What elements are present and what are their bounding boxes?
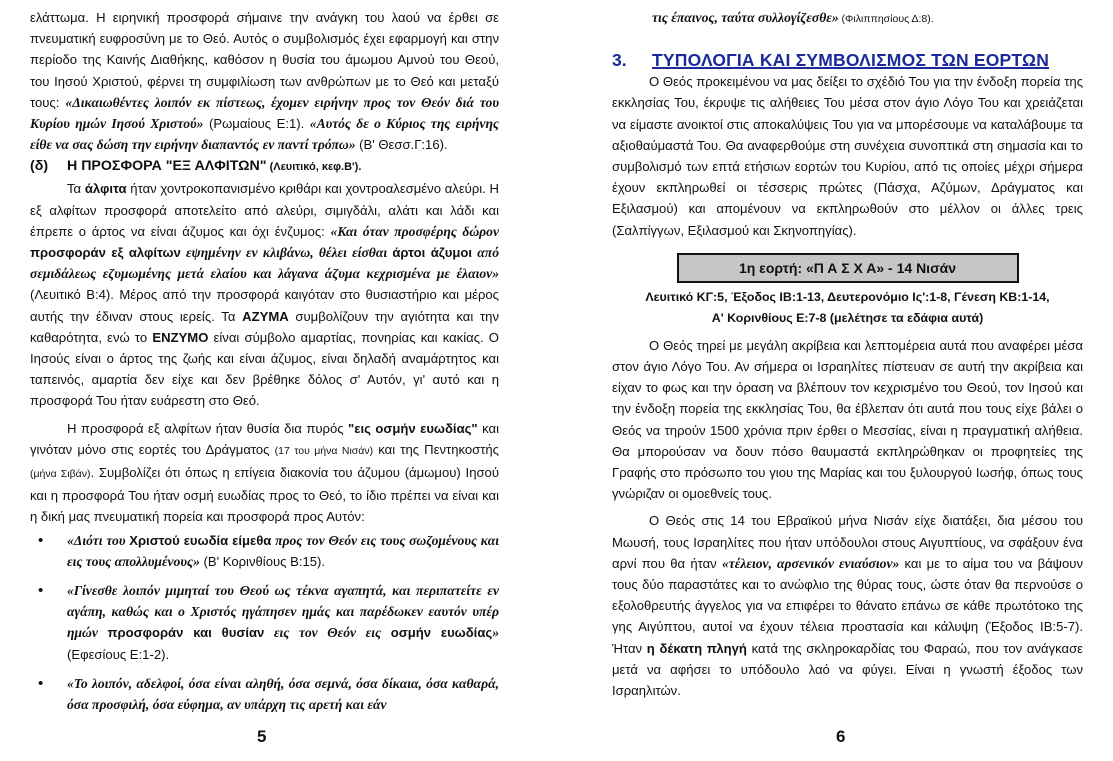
scripture-continuation: τις έπαινος, ταύτα συλλογίζεσθε» (Φιλιππησίους Δ:8). — [652, 10, 934, 25]
scripture-quote: «Αυτός δε ο Κύριος της ειρήνης είθε να σας δώση την ειρήνην διαπαντός εν παντί τρόπω» — [30, 116, 499, 153]
paragraph-precision: Ο Θεός τηρεί με μεγάλη ακρίβεια και λεπτομέρεια αυτά που αναφέρει μέσα στον άγιο Λόγο Του. Αν σήμερα οι Ισραηλίτες πίστευαν σε αυτή την ακρίβεια και είχαν το φως και την όραση να βλέπουν τον κεχρισμένο του Θεού, τον Ιησού και την ένδοξη πορεία της εκκλησίας Του, θα έβλεπαν ότι αυτά που τους είχε βάλει ο Θεός να τηρούν 1500 χρόνια πριν έρθει ο Μεσσίας, είναι η πραγματική αλήθεια. Θα μπορούσαν να δουν πόσο θαυμαστά εκπληρώθηκαν οι προφητείες της Γραφής στο πρόσωπο του γιου της Μαρίας και του ξυλουργού Ιωσήφ, όπως τους γνώριζαν οι ομοεθνείς τους. — [612, 337, 1083, 502]
scripture-bullet-list — [30, 530, 499, 716]
paragraph-peace-offering: ελάττωμα. Η ειρηνική προσφορά σήμαινε την ανάγκη του λαού να έρθει σε πνευματική ευφροσύνη με το Θεό. Αυτός ο συμβολισμός έχει εφαρμογή και στην περίοδο της Καινής Διαθήκης, καθόσον η θυσία του άμωμου Αμνού του Θεού, του Ιησού Χριστού, φέρνει τη συμφιλίωση των ανθρώπων με το Θεό και μεταξύ τους: «Δικαιωθέντες λοιπόν εκ πίστεως, έχομεν ειρήνην προς τον Θεόν διά του Κυρίου ημών Ιησού Χριστού» (Ρωμαίους Ε:1). «Αυτός δε ο Κύριος της ειρήνης είθε να σας δώση την ειρήνην διαπαντός εν παντί τρόπω» (Β' Θεσσ.Γ:16). — [30, 10, 500, 153]
list-item: • «Γίνεσθε λοιπόν μιμηταί του Θεού ως τέκνα αγαπητά, και περιπατείτε εν αγάπη, καθώς και ο Χριστός ηγάπησεν ημάς και παρέδωκεν εαυτόν υπέρ ημών προσφοράν και θυσίαν εις τον Θεόν εις οσμήν ευωδίας» (Εφεσίους Ε:1-2). — [30, 580, 499, 665]
right-page — [612, 0, 1083, 701]
feast-heading-box: 1η εορτή: «Π Α Σ Χ Α» - 14 Νισάν — [677, 253, 1019, 283]
list-item: • «Διότι του Χριστού ευωδία είμεθα προς τον Θεόν εις τους σωζομένους και εις τους απολλυμένους» (Β' Κορινθίους Β:15). — [30, 530, 499, 572]
paragraph-alfita: Τα άλφιτα ήταν χοντροκοπανισμένο κριθάρι και χοντροαλεσμένο αλεύρι. Η εξ αλφίτων προσφορά αποτελείτο από αλεύρι, σιμιγδάλι, αλάτι και λάδι και έπρεπε ο άρτος να είναι άζυμος και όχι ένζυμος: «Και όταν προσφέρης δώρον προσφοράν εξ αλφίτων εψημένην εν κλιβάνω, θέλει είσθαι άρτοι άζυμοι από σεμιδάλεως εζυμωμένης μετά ελαίου και λάγανα άζυμα κεχρισμένα με έλαιον» (Λευιτικό Β:4). Μέρος από την προσφορά καιγόταν στο θυσιαστήριο και μέρος αυτής την έδιναν στους ιερείς. Τα ΑΖΥΜΑ συμβολίζουν την αγιότητα και την καθαρότητα, ενώ το ΕΝΖΥΜΟ είναι σύμβολο αμαρτίας, πονηρίας και κακίας. Ο Ιησούς είναι ο άρτος της ζωής και είναι άζυμος, είναι δηλαδή αναμάρτητος και ταπεινός, αμαρτία δεν είχε και δεν βρέθηκε δόλος σ' Αυτόν, γι' αυτό και η προσφορά Του ήταν ευάρεστη στο Θεό. — [30, 181, 500, 409]
section-heading-grain-offering: (δ) Η ΠΡΟΣΦΟΡΑ "ΕΞ ΑΛΦΙΤΩΝ" (Λευιτικό, κεφ.Β'). — [30, 158, 362, 175]
paragraph-intro-feasts: Ο Θεός προκειμένου να μας δείξει το σχέδιό Του για την ένδοξη πορεία της εκκλησίας Του, έκρυψε τις αλήθειες Του μέσα στον άγιο Λόγο Του και χρειάζεται να είμαστε ανοικτοί στις αποκαλύψεις Του για να μπορέσουμε να καταλάβουμε τα αξιοθαύμαστά Του. Θα αναφερθούμε στη συνέχεια συνοπτικά στη σημασία και το συμβολισμό των επτά ετήσιων εορτών του Κυρίου, από τις οποίες μέχρι σήμερα έχουν εκπληρωθεί οι τέσσερις πρώτες (Πάσχα, Αζύμων, Δράγματος και Εξιλασμού) και απομένουν να εκπληρωθούν στο μέλλον οι άλλες τρεις (Σαλπίγγων, Εξιλασμού και Σκηνοπηγίας). — [612, 74, 1083, 238]
page-number: 6 — [836, 727, 846, 746]
scripture-quote: «Δικαιωθέντες λοιπόν εκ πίστεως, έχομεν ειρήνην προς τον Θεόν διά του Κυρίου ημών Ιησού Χριστού» — [30, 94, 500, 132]
paragraph-passover-lamb: Ο Θεός στις 14 του Εβραϊκού μήνα Νισάν είχε διατάξει, δια μέσου του Μωυσή, τους Ισραηλίτες που ήταν υπόδουλοι στους Αιγυπτίους, να σφάξουν ένα αρνί που θα ήταν «τέλειον, αρσενικόν ενιαύσιον» και με το αίμα του να βάψουν τους δύο παραστάτες και το ανώφλιο της θύρας τους, ώστε όταν θα περνούσε ο εξολοθρευτής άγγελος για να επιφέρει το θάνατο επάνω σε κάθε πρωτότοκο της γης Αιγύπτου, αυτοί να έχουν τέλεια προστασία και κάλυψη (Έξοδος ΙΒ:5-7). Ήταν η δέκατη πληγή κατά της σκληροκαρδίας του Φαραώ, που τον ανάγκασε μετά να αφήσει το υπόδουλο λαό να φύγει. Είναι η γνωστή έξοδος των Ισραηλιτών. — [612, 513, 1084, 699]
page-number: 5 — [257, 727, 267, 746]
chapter-title: 3. ΤΥΠΟΛΟΓΙΑ ΚΑΙ ΣΥΜΒΟΛΙΣΜΟΣ ΤΩΝ ΕΟΡΤΩΝ — [612, 50, 1050, 71]
scripture-references: Λευιτικό ΚΓ:5, Έξοδος ΙΒ:1-13, Δευτερονόμιο Ις':1-8, Γένεση ΚΒ:1-14, Α' Κορινθίους Ε:7-8 (μελέτησε τα εδάφια αυτά) — [645, 289, 1050, 325]
list-item: • «Το λοιπόν, αδελφοί, όσα είναι αληθή, όσα σεμνά, όσα δίκαια, όσα καθαρά, όσα προσφιλή, όσα εύφημα, αν υπάρχη τις αρετή και εάν — [30, 673, 499, 715]
paragraph-sweet-savour: Η προσφορά εξ αλφίτων ήταν θυσία δια πυρός "εις οσμήν ευωδίας" και γινόταν μόνο στις εορτές του Δράγματος (17 του μήνα Νισάν) και της Πεντηκοστής (μήνα Σιβάν). Συμβολίζει ότι όπως η επίγεια διακονία του άζυμου (άμωμου) Ιησού και η προσφορά Του ήταν οσμή ευωδίας προς το Θεό, το ίδιο πρέπει να είναι και η δική μας πνευματική πορεία και προσφορά προς Αυτόν: — [30, 420, 499, 525]
left-page — [30, 0, 499, 723]
